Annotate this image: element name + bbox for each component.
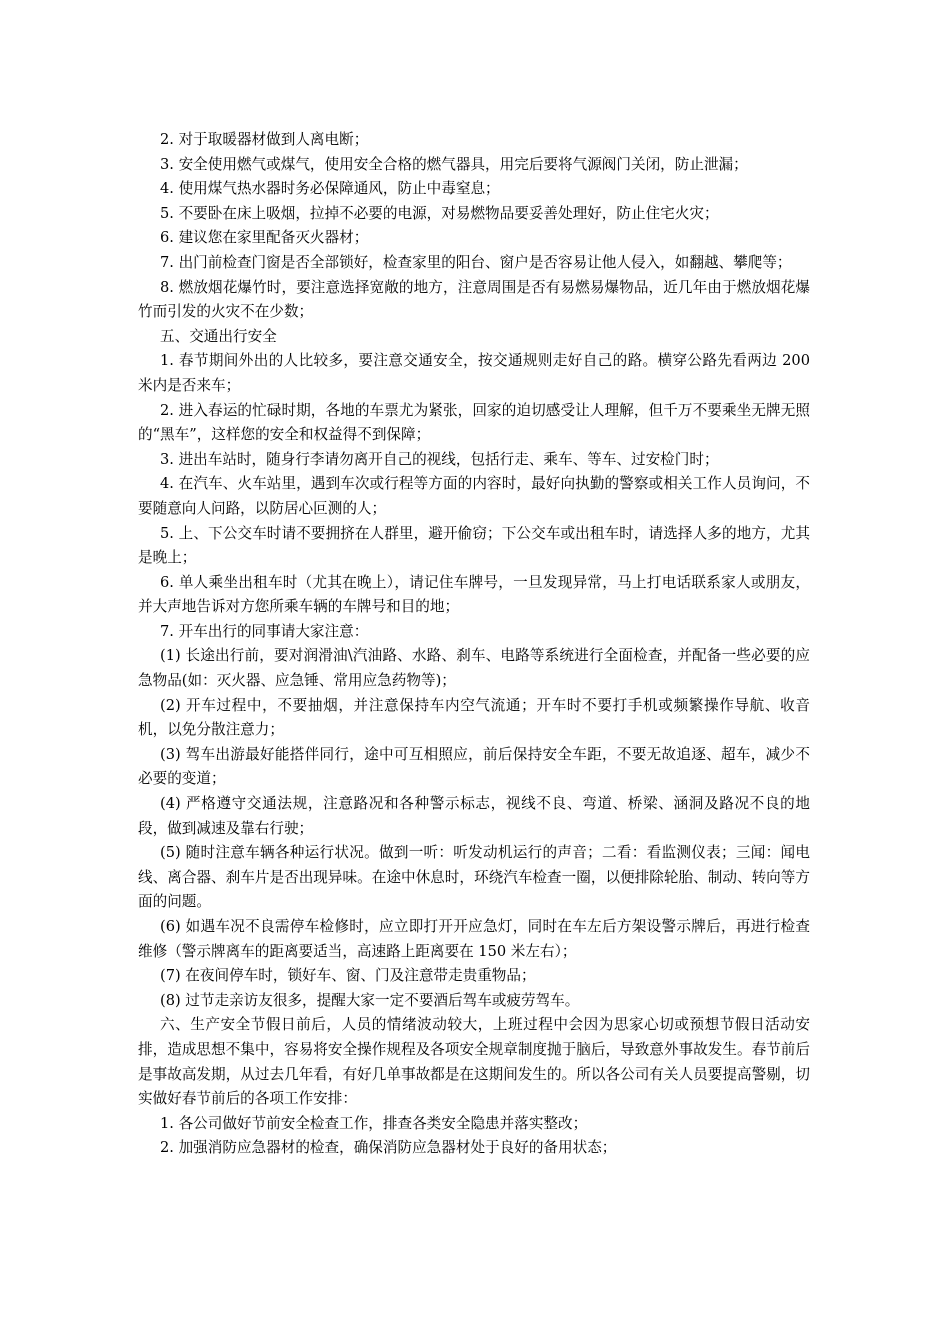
list-item: 1. 春节期间外出的人比较多，要注意交通安全，按交通规则走好自己的路。横穿公路先看两边 200 米内是否来车； <box>138 352 810 394</box>
list-item: 2. 对于取暖器材做到人离电断； <box>160 131 369 148</box>
sub-list-item: (2) 开车过程中，不要抽烟，并注意保持车内空气流通；开车时不要打手机或频繁操作导航、收音机，以免分散注意力； <box>138 696 810 739</box>
sub-list-item: (7) 在夜间停车时，锁好车、窗、门及注意带走贵重物品； <box>160 967 536 985</box>
list-item: 7. 出门前检查门窗是否全部锁好，检查家里的阳台、窗户是否容易让他人侵入，如翻越、攀爬等； <box>160 253 792 271</box>
list-item: 2. 进入春运的忙碌时期，各地的车票尤为紧张，回家的迫切感受让人理解，但千万不要乘坐无牌无照的“黑车”，这样您的安全和权益得不到保障； <box>138 401 810 444</box>
list-item: 2. 加强消防应急器材的检查，确保消防应急器材处于良好的备用状态； <box>160 1139 617 1157</box>
list-item: 8. 燃放烟花爆竹时，要注意选择宽敞的地方，注意周围是否有易燃易爆物品，近几年由于燃放烟花爆竹而引发的火灾不在少数； <box>138 278 810 321</box>
sub-list-item: (8) 过节走亲访友很多，提醒大家一定不要酒后驾车或疲劳驾车。 <box>160 991 580 1009</box>
document-body <box>138 128 810 1161</box>
list-item: 5. 不要卧在床上吸烟，拉掉不必要的电源，对易燃物品要妥善处理好，防止住宅火灾； <box>160 204 719 222</box>
list-item: 4. 使用煤气热水器时务必保障通风，防止中毒窒息； <box>160 180 500 198</box>
list-item: 4. 在汽车、火车站里，遇到车次或行程等方面的内容时，最好向执勤的警察或相关工作人员询问，不要随意向人问路，以防居心叵测的人； <box>138 475 810 517</box>
list-item: 6. 建议您在家里配备灭火器材； <box>160 229 369 247</box>
list-item: 7. 开车出行的同事请大家注意： <box>160 622 369 640</box>
list-item: 3. 进出车站时，随身行李请勿离开自己的视线，包括行走、乘车、等车、过安检门时； <box>160 450 719 468</box>
sub-list-item: (5) 随时注意车辆各种运行状况。做到一听：听发动机运行的声音；二看：看监测仪表；三闻：闻电线、离合器、刹车片是否出现异味。在途中休息时，环绕汽车检查一圈，以便排除轮胎、制动、转向等方面的问题。 <box>138 844 810 911</box>
section-heading-paragraph: 六、生产安全节假日前后，人员的情绪波动较大，上班过程中会因为思家心切或预想节假日活动安排，造成思想不集中，容易将安全操作规程及各项安全规章制度抛于脑后，导致意外事故发生。春节前后是事故高发期，从过去几年看，有好几单事故都是在这期间发生的。所以各公司有关人员要提高警剔，切实做好春节前后的各项工作安排： <box>138 1016 810 1108</box>
list-item: 6. 单人乘坐出租车时（尤其在晚上），请记住车牌号，一旦发现异常，马上打电话联系家人或朋友，并大声地告诉对方您所乘车辆的车牌号和目的地； <box>138 573 810 616</box>
list-item: 3. 安全使用燃气或煤气，使用安全合格的燃气器具，用完后要将气源阀门关闭，防止泄漏； <box>160 155 748 173</box>
sub-list-item: (3) 驾车出游最好能搭伴同行，途中可互相照应，前后保持安全车距，不要无故追逐、超车，减少不必要的变道； <box>138 745 810 788</box>
sub-list-item: (1) 长途出行前，要对润滑油\汽油路、水路、刹车、电路等系统进行全面检查，并配备一些必要的应急物品(如：灭火器、应急锤、常用应急药物等)； <box>138 647 810 690</box>
list-item: 1. 各公司做好节前安全检查工作，排查各类安全隐患并落实整改； <box>160 1114 588 1132</box>
sub-list-item: (4) 严格遵守交通法规，注意路况和各种警示标志，视线不良、弯道、桥梁、涵洞及路况不良的地段，做到减速及靠右行驶； <box>138 795 810 837</box>
list-item: 5. 上、下公交车时请不要拥挤在人群里，避开偷窃；下公交车或出租车时，请选择人多的地方，尤其是晚上； <box>138 524 810 567</box>
sub-list-item: (6) 如遇车况不良需停车检修时，应立即打开开应急灯，同时在车左后方架设警示牌后，再进行检查维修（警示牌离车的距离要适当，高速路上距离要在 150 米左右）； <box>138 918 810 960</box>
section-heading: 五、交通出行安全 <box>160 327 277 345</box>
